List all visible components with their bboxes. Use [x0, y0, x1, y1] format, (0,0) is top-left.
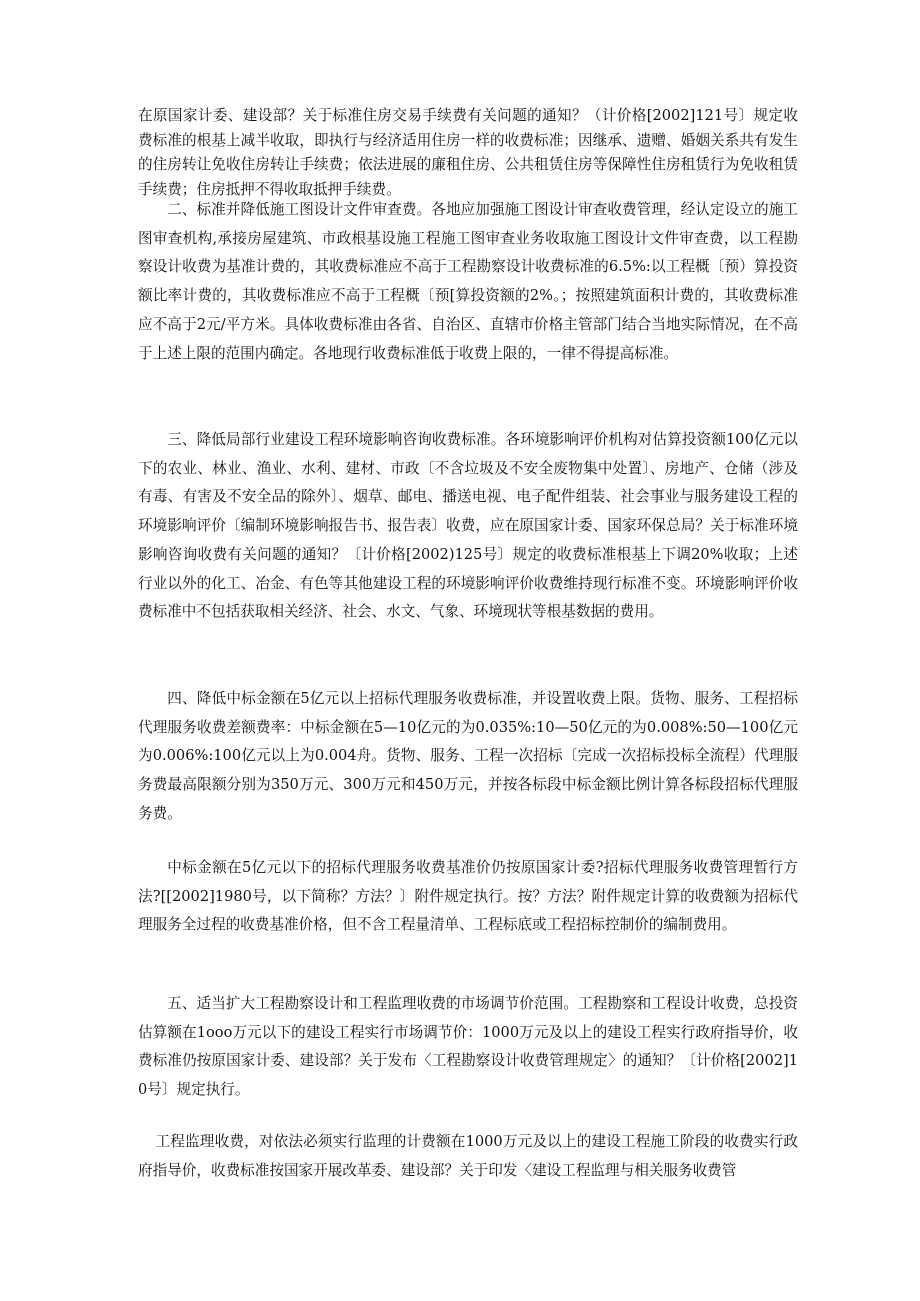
paragraph-section-2: 二、标准并降低施工图设计文件审查费。各地应加强施工图设计审查收费管理，经认定设立的施工图审查机构,承接房屋建筑、市政根基设施工程施工图审查业务收取施工图设计文件审查费，以工程勘察设计收费为基准计费的，其收费标准应不高于工程勘察设计收费标准的6.5%:以工程概〔预）算投资额比率计费的，其收费标准应不高于工程概〔预[算投资额的2%。；按照建筑面积计费的，其收费标准应不高于2元/平方米。具体收费标准由各省、自治区、直辖市价格主管部门结合当地实际情况，在不高于上述上限的范围内确定。各地现行收费标准低于收费上限的，一律不得提高标准。 — [138, 201, 798, 362]
paragraph-section-5: 五、适当扩大工程勘察设计和工程监理收费的市场调节价范围。工程勘察和工程设计收费，总投资估算额在1ooo万元以下的建设工程实行市场调节价：1000万元及以上的建设工程实行政府指导价，收费标准仍按原国家计委、建设部？关于发布〈工程勘察设计收费管理规定〉的通知？〔计价格[2002]10号〕规定执行。 — [138, 995, 798, 1099]
paragraph-section-3: 三、降低局部行业建设工程环境影响咨询收费标准。各环境影响评价机构对估算投资额100亿元以下的农业、林业、渔业、水利、建材、市政〔不含垃圾及不安全废物集中处置〕、房地产、仓储（涉及有毒、有害及不安全品的除外〕、烟草、邮电、播送电视、电子配件组装、社会事业与服务建设工程的环境影响评价〔编制环境影响报告书、报告表〕收费，应在原国家计委、国家环保总局？关于标准环境影响咨询收费有关问题的通知？〔计价格[2002)125号〕规定的收费标准根基上下调20%收取；上述行业以外的化工、冶金、有色等其他建设工程的环境影响评价收费维持现行标准不变。环境影响评价收费标准中不包括获取相关经济、社会、水文、气象、环境现状等根基数据的费用。 — [138, 431, 798, 621]
paragraph-section-4: 四、降低中标金额在5亿元以上招标代理服务收费标准，并设置收费上限。货物、服务、工程招标代理服务收费差额费率：中标金额在5—10亿元的为0.035%:10—50亿元的为0.008%:50—100亿元为0.006%:100亿元以上为0.004舟。货物、服务、工程一次招标〔完成一次招标投标全流程）代理服务费最高限额分别为350万元、300万元和450万元，并按各标段中标金额比例计算各标段招标代理服务费。 — [138, 690, 798, 822]
paragraph-section-4-detail: 中标金额在5亿元以下的招标代理服务收费基准价仍按原国家计委?招标代理服务收费管理暂行方法?[[2002]1980号，以下简称？方法？〕附件规定执行。按？方法？附件规定计算的收费额为招标代理服务全过程的收费基准价格，但不含工程量清单、工程标底或工程招标控制价的编制费用。 — [138, 859, 798, 934]
paragraph-continued-intro: 在原国家计委、建设部？关于标准住房交易手续费有关问题的通知？（计价格[2002]121号〕规定收费标准的根基上减半收取，即执行与经济适用住房一样的收费标准；因继承、遗赠、婚姻关系共有发生的住房转让免收住房转让手续费；依法进展的廉租住房、公共租赁住房等保障性住房租赁行为免收租赁手续费；住房抵押不得收取抵押手续费。 — [138, 107, 798, 198]
paragraph-section-5-supervision: 工程监理收费，对依法必须实行监理的计费额在1000万元及以上的建设工程施工阶段的收费实行政府指导价，收费标准按国家开展改革委、建设部？关于印发〈建设工程监理与相关服务收费管 — [138, 1133, 798, 1179]
